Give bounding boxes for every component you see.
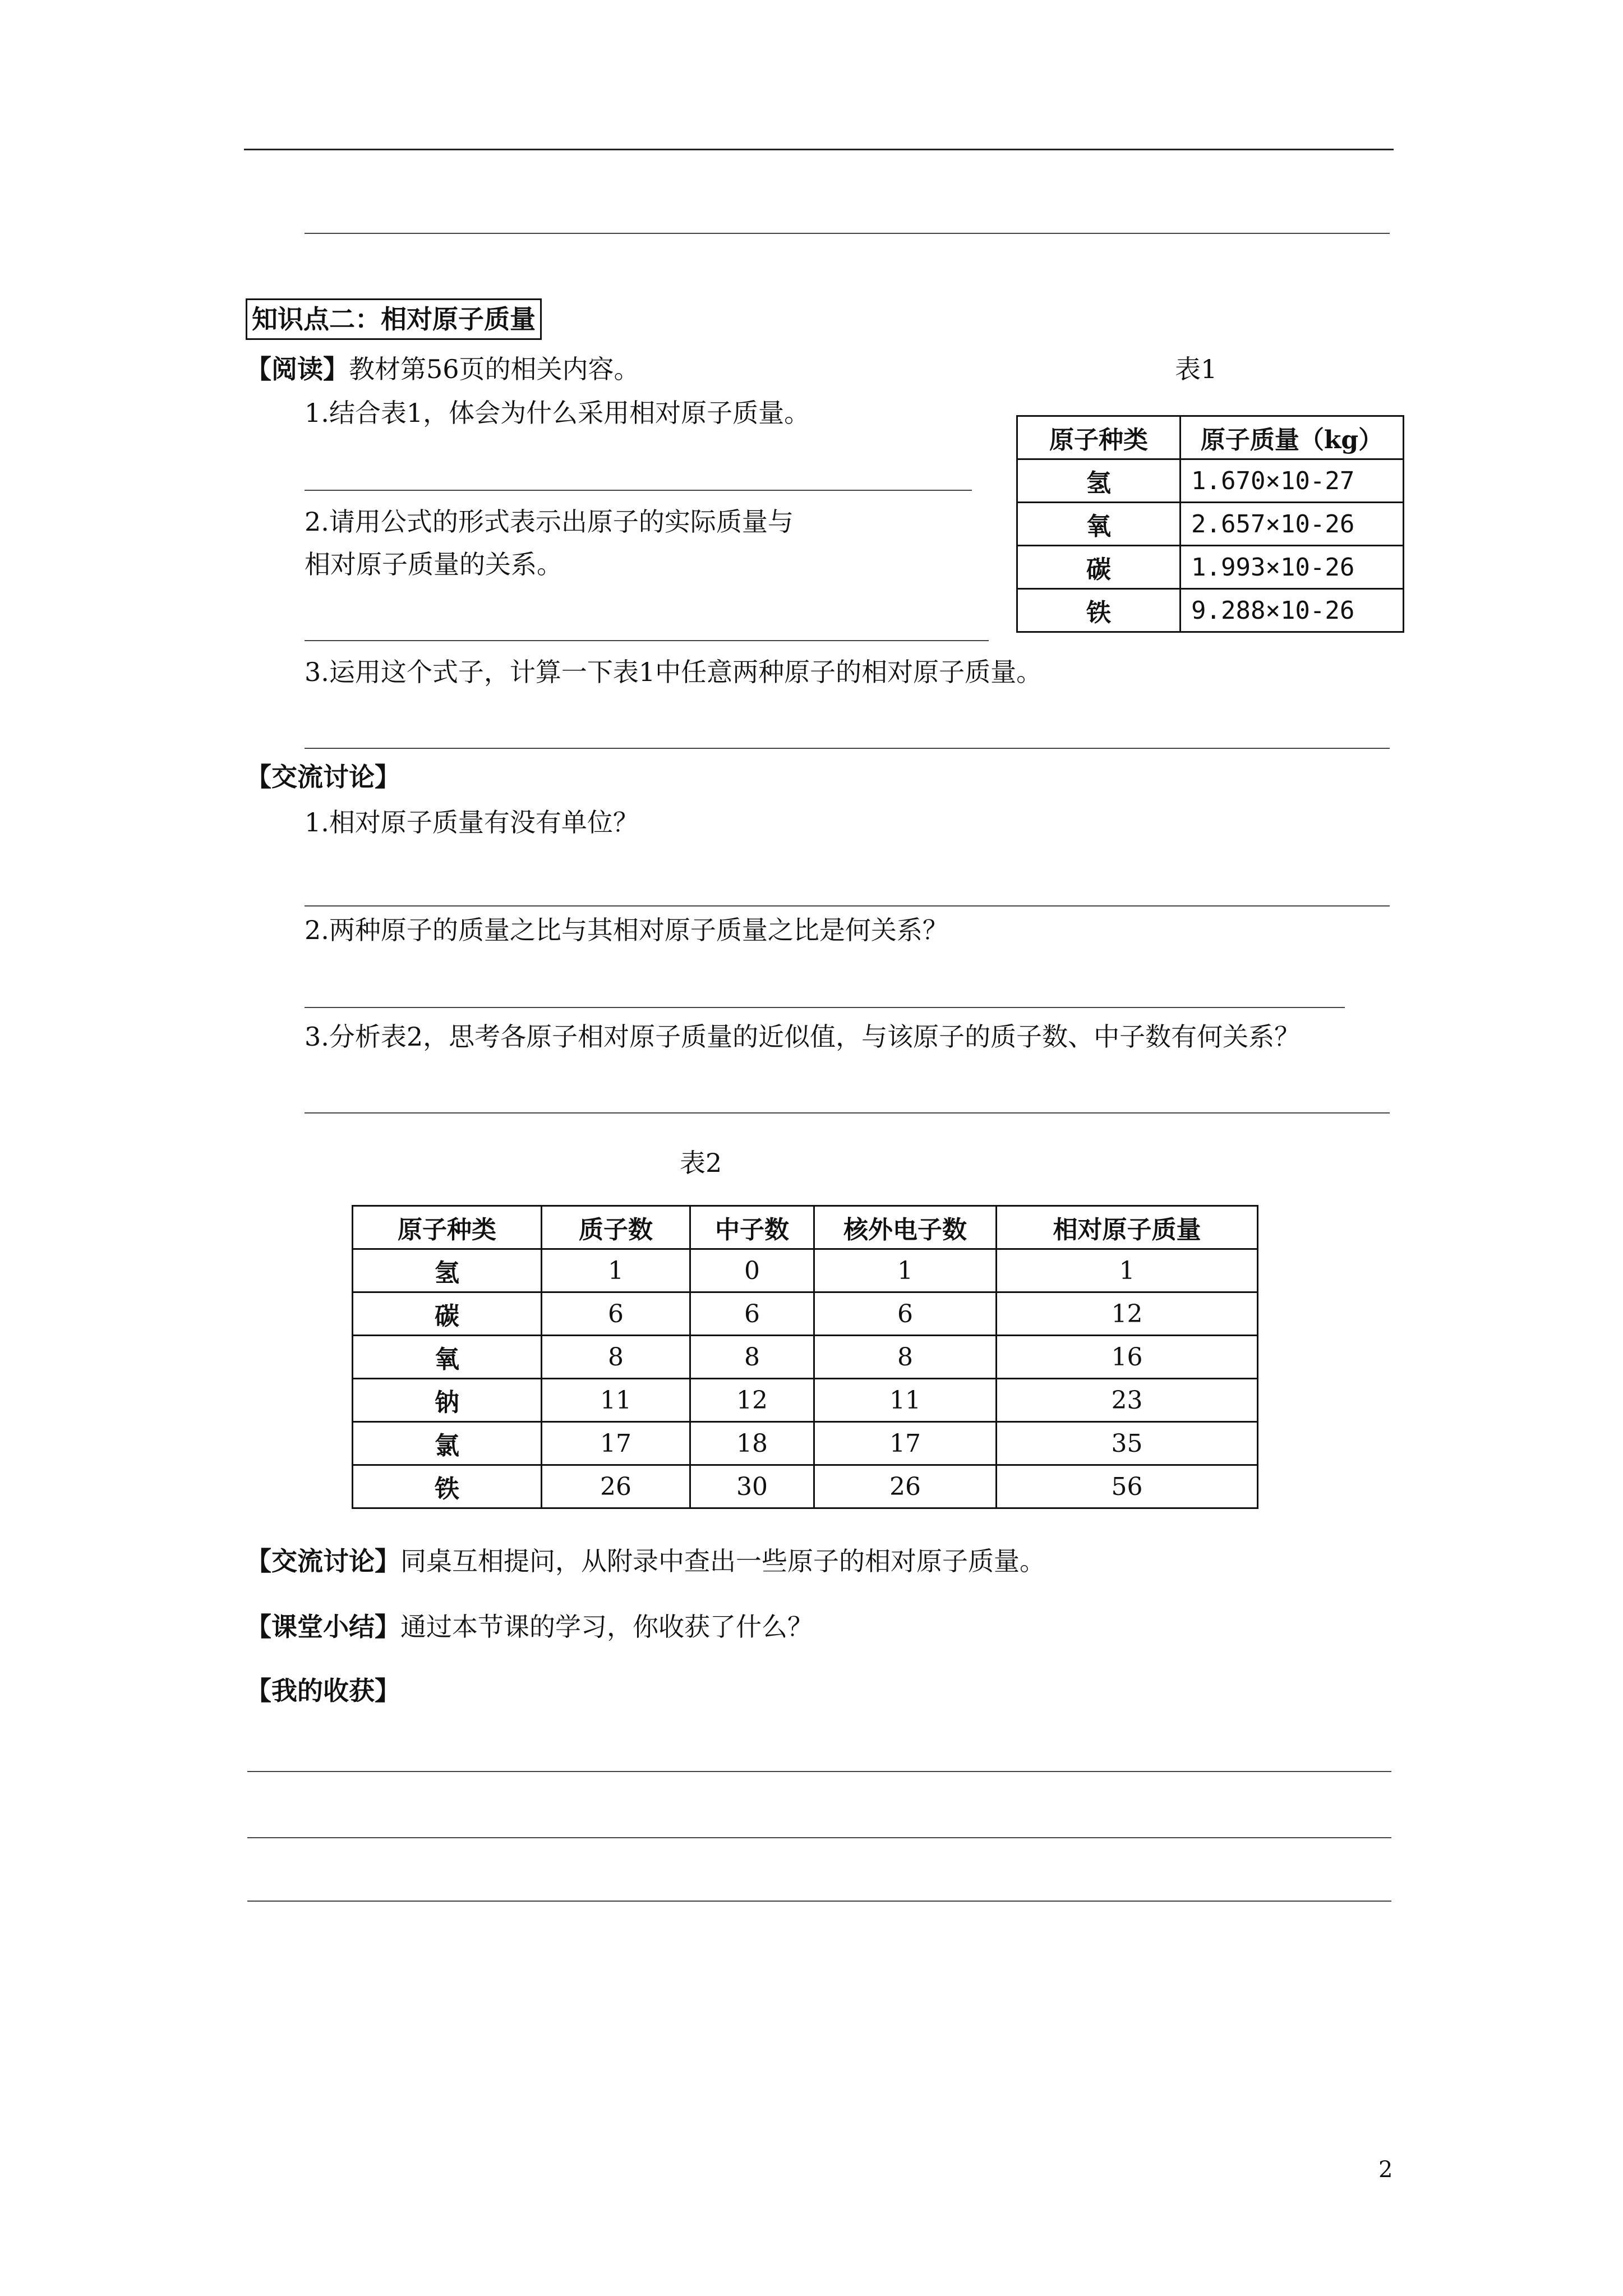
table1-header-row (1017, 416, 1404, 459)
page-number: 2 (1378, 2157, 1393, 2183)
reading-tag: 【阅读】 (246, 354, 349, 384)
table2-cell: 35 (997, 1422, 1258, 1465)
answer-line (305, 1112, 1390, 1114)
table1-row (1017, 589, 1404, 632)
discussion2-line (246, 1544, 1045, 1578)
table2-cell: 钠 (353, 1379, 542, 1422)
discussion-question-1: 1.相对原子质量有没有单位？ (305, 807, 639, 838)
table2-cell: 17 (814, 1422, 997, 1465)
summary-text: 通过本节课的学习，你收获了什么？ (400, 1612, 813, 1642)
table1-header-cell: 原子种类 (1017, 416, 1181, 459)
table2-cell: 8 (690, 1336, 814, 1379)
discussion2-tag: 【交流讨论】 (246, 1546, 400, 1576)
table2-cell: 26 (814, 1465, 997, 1508)
table1-cell: 1.993×10-26 (1181, 546, 1404, 589)
table2-cell: 30 (690, 1465, 814, 1508)
table1-row (1017, 503, 1404, 546)
table2-cell: 56 (997, 1465, 1258, 1508)
answer-line (247, 1901, 1391, 1902)
table2-cell: 8 (542, 1336, 690, 1379)
answer-line (305, 905, 1390, 907)
table2-row (353, 1336, 1258, 1379)
answer-line (305, 640, 989, 641)
answer-line (247, 1771, 1391, 1772)
answer-line (305, 233, 1390, 234)
table2-cell: 6 (814, 1292, 997, 1336)
table1-cell: 铁 (1017, 589, 1181, 632)
answer-line (305, 1007, 1345, 1008)
table2-cell: 12 (690, 1379, 814, 1422)
table1 (1016, 415, 1404, 633)
reading-question-3: 3.运用这个式子，计算一下表1中任意两种原子的相对原子质量。 (305, 657, 1043, 687)
answer-line (305, 748, 1390, 749)
table2-cell: 0 (690, 1249, 814, 1292)
table2-row (353, 1249, 1258, 1292)
discussion-tag: 【交流讨论】 (246, 762, 400, 792)
answer-line (305, 490, 972, 491)
reading-question-2-line-1: 2.请用公式的形式表示出原子的实际质量与 (305, 507, 794, 537)
table2-header-cell: 核外电子数 (814, 1206, 997, 1249)
table2-cell: 23 (997, 1379, 1258, 1422)
table2-cell: 氢 (353, 1249, 542, 1292)
reading-question-1: 1.结合表1，体会为什么采用相对原子质量。 (305, 398, 810, 428)
table1-cell: 氢 (1017, 459, 1181, 503)
discussion2-text: 同桌互相提问，从附录中查出一些原子的相对原子质量。 (400, 1546, 1045, 1576)
table2-cell: 26 (542, 1465, 690, 1508)
table2-cell: 6 (690, 1292, 814, 1336)
table1-header-cell: 原子质量（kg） (1181, 416, 1404, 459)
table2-cell: 11 (542, 1379, 690, 1422)
table2-header-row (353, 1206, 1258, 1249)
table1-cell: 氧 (1017, 503, 1181, 546)
reading-question-2-line-2: 相对原子质量的关系。 (305, 549, 562, 579)
table2-row (353, 1379, 1258, 1422)
table2-cell: 氯 (353, 1422, 542, 1465)
summary-line (246, 1610, 813, 1644)
summary-tag: 【课堂小结】 (246, 1612, 400, 1642)
table1-caption: 表1 (1175, 354, 1218, 384)
table2-cell: 18 (690, 1422, 814, 1465)
table2-cell: 1 (814, 1249, 997, 1292)
reading-line (246, 352, 640, 386)
table2-cell: 6 (542, 1292, 690, 1336)
table2 (352, 1205, 1258, 1509)
table1-cell: 碳 (1017, 546, 1181, 589)
table2-cell: 12 (997, 1292, 1258, 1336)
table1-cell: 1.670×10-27 (1181, 459, 1404, 503)
table1-row (1017, 459, 1404, 503)
header-rule (244, 149, 1394, 150)
table2-header-cell: 原子种类 (353, 1206, 542, 1249)
reading-text: 教材第56页的相关内容。 (349, 354, 640, 384)
table2-cell: 16 (997, 1336, 1258, 1379)
discussion-question-2: 2.两种原子的质量之比与其相对原子质量之比是何关系？ (305, 915, 948, 945)
discussion-question-3: 3.分析表2，思考各原子相对原子质量的近似值，与该原子的质子数、中子数有何关系？ (305, 1022, 1301, 1052)
table2-cell: 11 (814, 1379, 997, 1422)
table1-row (1017, 546, 1404, 589)
table2-cell: 8 (814, 1336, 997, 1379)
table2-header-cell: 相对原子质量 (997, 1206, 1258, 1249)
table2-cell: 1 (542, 1249, 690, 1292)
table2-cell: 17 (542, 1422, 690, 1465)
table1-cell: 9.288×10-26 (1181, 589, 1404, 632)
table2-header-cell: 质子数 (542, 1206, 690, 1249)
table1-cell: 2.657×10-26 (1181, 503, 1404, 546)
table2-caption: 表2 (680, 1148, 722, 1178)
table2-row (353, 1465, 1258, 1508)
answer-line (247, 1837, 1391, 1838)
table2-cell: 铁 (353, 1465, 542, 1508)
table2-row (353, 1292, 1258, 1336)
table2-cell: 碳 (353, 1292, 542, 1336)
table2-row (353, 1422, 1258, 1465)
section-title: 知识点二：相对原子质量 (246, 298, 542, 340)
table2-cell: 1 (997, 1249, 1258, 1292)
table2-header-cell: 中子数 (690, 1206, 814, 1249)
harvest-tag: 【我的收获】 (246, 1676, 400, 1706)
table2-cell: 氧 (353, 1336, 542, 1379)
